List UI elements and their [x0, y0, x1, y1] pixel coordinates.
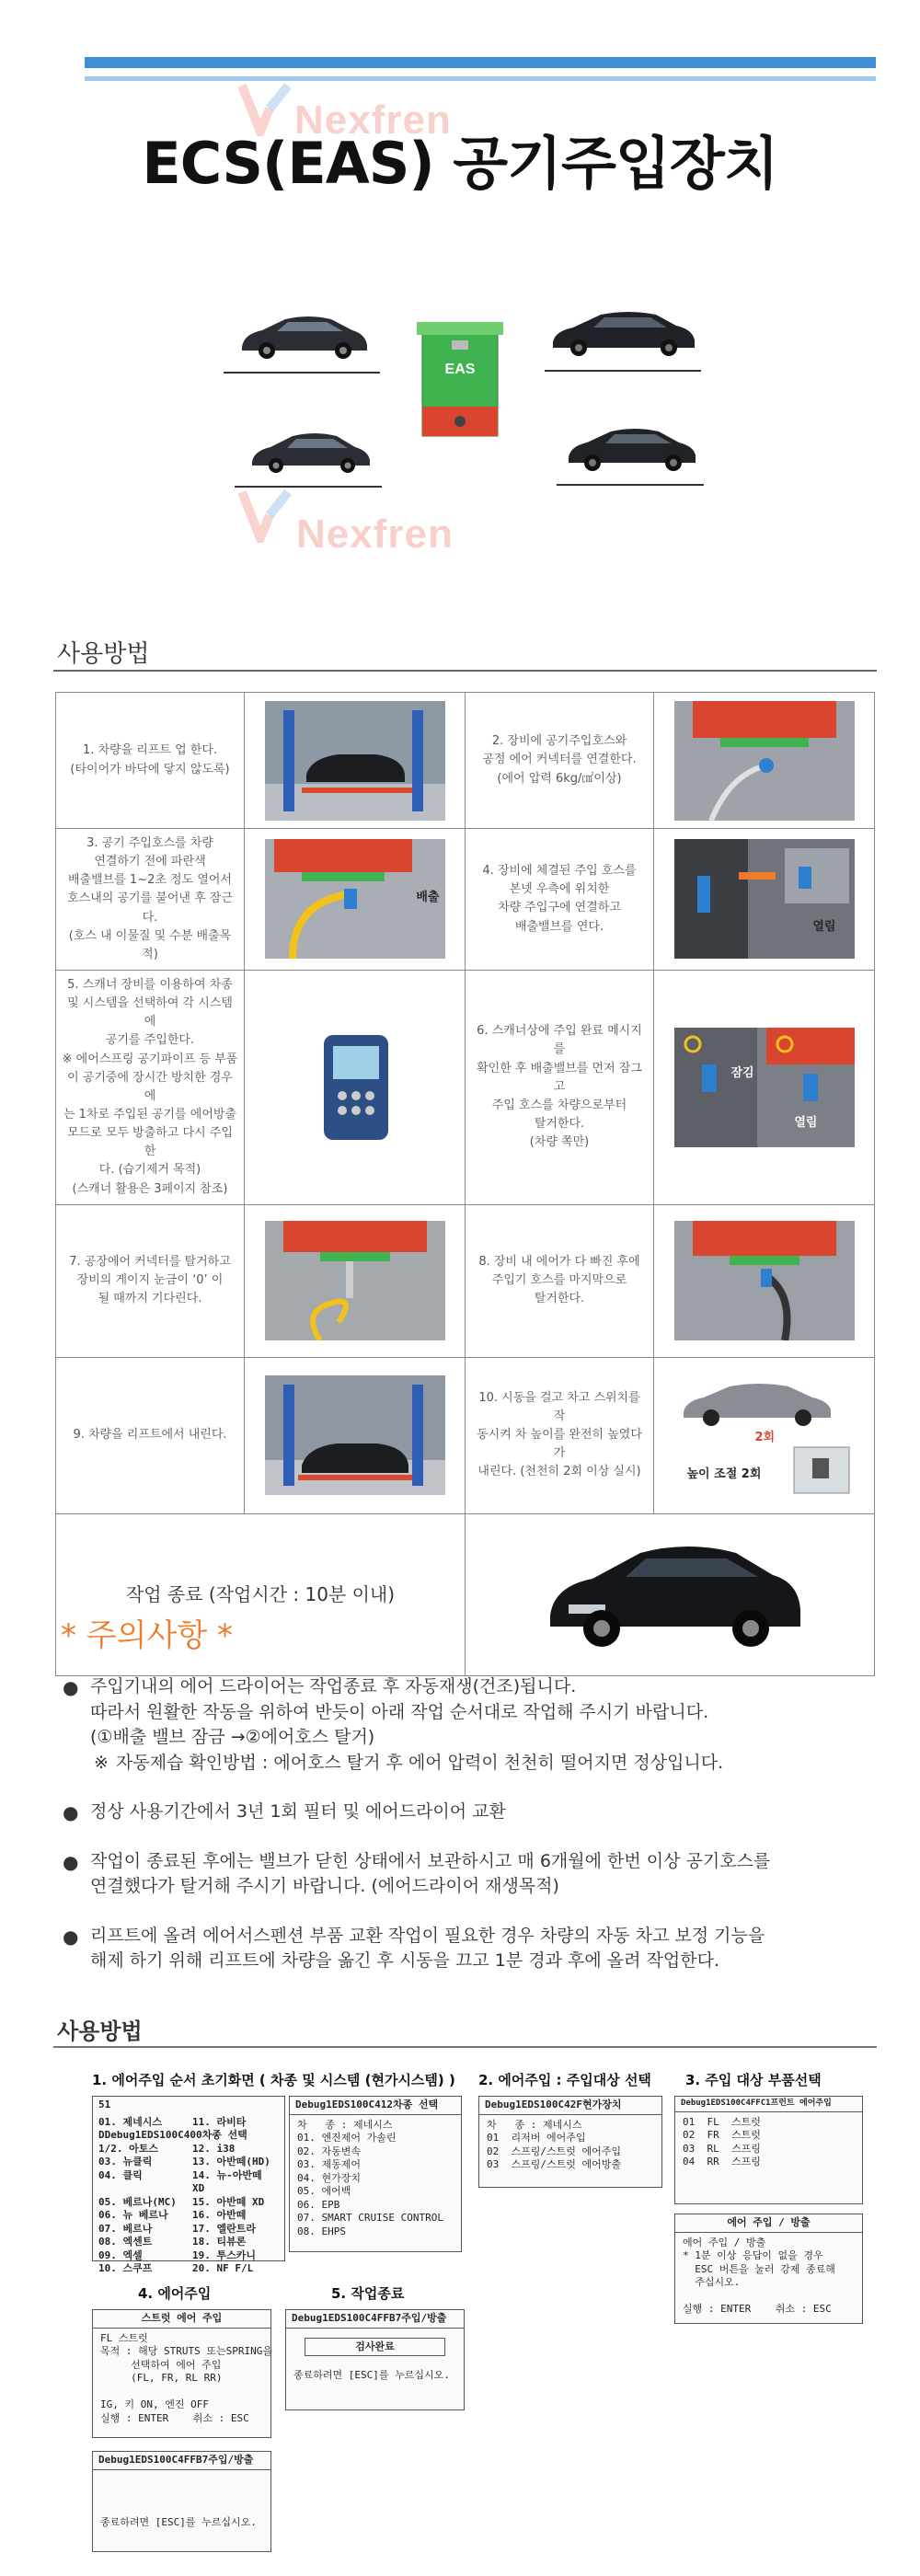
step-8-photo-cell — [654, 1204, 875, 1357]
screen-4-header: Debug1EDS100C4FFC1프런트 에어주입 — [675, 2097, 862, 2112]
vehicle-menu-item[interactable]: 12. i38 — [192, 2142, 236, 2155]
step-8-text — [466, 1204, 654, 1357]
step-10-label: 10. 시동을 걸고 차고 스위치를 작 동시켜 차 높이를 완전히 높였다가 내린다. (천천히 2회 이상 실시) — [477, 1390, 642, 1479]
final-photo-cell — [466, 1513, 875, 1675]
step-10-photo-cell — [654, 1357, 875, 1513]
caution-2-line-1: 정상 사용기간에서 3년 1회 필터 및 에어드라이어 교환 — [90, 1801, 506, 1823]
step-7-photo — [265, 1221, 445, 1340]
scanner-screen-complete — [285, 2309, 465, 2410]
eas-device-image — [417, 322, 503, 440]
step-2-photo-cell — [654, 693, 875, 829]
vehicle-menu-item[interactable]: 16. 아반떼 — [192, 2209, 247, 2222]
step-3-photo-label: 배출 — [416, 891, 440, 905]
step-1-text — [56, 693, 245, 829]
step-1-label: 1. 차량을 리프트 업 한다. (타이어가 바닥에 닿지 않도록) — [70, 743, 230, 776]
bullet-icon: ● — [63, 1801, 79, 1824]
steps-row — [56, 829, 875, 971]
step-2-photo — [674, 701, 855, 821]
svg-text:EAS: EAS — [444, 362, 476, 377]
step-10-photo-label-count: 2회 — [754, 1431, 776, 1445]
step-6-text — [466, 970, 654, 1204]
step-6-photo — [674, 1028, 855, 1147]
vehicle-menu-item[interactable]: 04. 클릭 — [98, 2168, 143, 2181]
caution-1-sub-text: 자동제습 확인방법 : 에어호스 탈거 후 에어 압력이 천천히 떨어지면 정상입니다. — [116, 1752, 724, 1773]
step-9-photo — [265, 1375, 445, 1495]
step-3-label: 3. 공기 주입호스를 차량 연결하기 전에 파란색 배출밸브를 1~2초 정도 열어서 호스내의 공기를 불어낸 후 잠근다. (호스 내 이물질 및 수분 배출목적) — [67, 836, 233, 961]
usage-steps-table — [55, 692, 875, 1676]
reference-mark-icon: ※ — [94, 1752, 109, 1773]
step-10-photo — [674, 1375, 855, 1495]
step-7-photo-cell — [245, 1204, 466, 1357]
step-4-text — [466, 829, 654, 971]
step-9-label: 9. 차량을 리프트에서 내린다. — [73, 1428, 227, 1443]
vehicle-menu-item[interactable]: 01. 제네시스 — [98, 2115, 162, 2128]
step-9-text — [56, 1357, 245, 1513]
step-3-photo-cell — [245, 829, 466, 971]
scanner-screen-strut-inject — [92, 2309, 271, 2438]
car-image-3 — [247, 425, 375, 478]
vehicle-menu-item[interactable]: 20. NF F/L — [192, 2262, 254, 2275]
step-7-text — [56, 1204, 245, 1357]
step-7-label: 7. 공장에어 커넥터를 탈거하고 장비의 게이지 눈금이 ‘0’ 이 될 때까지 기다린다. — [69, 1254, 231, 1306]
scanner-screen-vehicle-list — [92, 2096, 285, 2275]
watermark-logo-icon-2 — [237, 488, 302, 543]
bullet-icon: ● — [63, 1676, 79, 1698]
scanner-screen-inject-discharge — [674, 2214, 863, 2324]
bullet-icon: ● — [63, 1850, 79, 1873]
screen-5-header: 에어 주입 / 방출 — [675, 2214, 862, 2233]
watermark-text-top: Nexfren — [294, 98, 452, 143]
step-2-label: 2. 장비에 공기주입호스와 공정 에어 커넥터를 연결한다. (에어 압력 6kg/㎠이상) — [482, 734, 637, 786]
vehicle-menu-item[interactable]: 08. 엑센트 — [98, 2236, 153, 2248]
car-underline-4 — [557, 484, 704, 486]
header-bars — [85, 57, 876, 81]
vehicle-menu-item[interactable]: 19. 투스카니 — [192, 2248, 256, 2261]
step-1-photo — [265, 701, 445, 821]
vehicle-menu-item[interactable]: 1/2. 아토스 — [98, 2142, 158, 2155]
step-10-photo-label-height: 높이 조절 2회 — [686, 1467, 762, 1482]
screen-4-body: 01 FL 스트럿 02 FR 스트럿 03 RL 스프링 04 RR 스프링 — [683, 2115, 761, 2168]
guide-section-title: 사용방법 — [57, 2018, 143, 2044]
step-5-photo-cell — [245, 970, 466, 1204]
scanner-screen-target-select — [478, 2096, 662, 2188]
steps-row — [56, 693, 875, 829]
guide-step-3-title: 3. 주입 대상 부품선택 — [685, 2072, 822, 2088]
steps-row — [56, 1357, 875, 1513]
car-image-4 — [563, 419, 701, 476]
step-6-photo-cell — [654, 970, 875, 1204]
screen-2-body: 차 종 : 제네시스 01. 엔진제어 가솔린 02. 자동변속 03. 제동제어 04. 현가장치 05. 에어백 06. EPB 07. SMART CRUISE CONTROL 08. EHPS — [297, 2118, 443, 2237]
car-image-2 — [547, 304, 699, 361]
vehicle-menu-item[interactable]: 11. 라비타 — [192, 2115, 247, 2128]
header-bar-secondary — [85, 76, 876, 81]
screen-7-header: Debug1EDS100C4FFB7주입/방출 — [286, 2310, 464, 2329]
vehicle-menu-item[interactable]: 10. 스쿠프 — [98, 2262, 153, 2275]
screen-1-top-label: 51 — [98, 2099, 111, 2110]
guide-step-1-title: 1. 에어주입 순서 초기화면 ( 차종 및 시스템 (현가시스템) ) — [92, 2072, 455, 2088]
caution-3-line-2: 연결했다가 탈거해 주시기 바랍니다. (에어드라이어 재생목적) — [90, 1876, 559, 1897]
steps-row — [56, 970, 875, 1204]
car-underline-1 — [224, 372, 380, 374]
vehicle-menu-item[interactable]: 13. 아반떼(HD) — [192, 2156, 270, 2168]
step-5-photo — [265, 1028, 445, 1147]
final-car-photo — [532, 1525, 808, 1663]
caution-1-sub — [90, 1751, 870, 1777]
vehicle-menu-item[interactable]: DDebug1EDS100C400차종 선택 — [98, 2129, 247, 2142]
vehicle-menu-grid — [93, 2114, 284, 2278]
vehicle-menu-item[interactable]: 06. 뉴 베르나 — [98, 2209, 168, 2222]
guide-section-divider — [53, 2046, 877, 2048]
step-2-text — [466, 693, 654, 829]
usage-section-title: 사용방법 — [57, 640, 150, 668]
step-6-photo-label-closed: 잠김 — [730, 1065, 754, 1080]
scanner-screen-system-select — [289, 2096, 462, 2252]
screen-3-header: Debug1EDS100C42F현가장치 — [479, 2097, 661, 2115]
page-title: ECS(EAS) 공기주입장치 — [142, 130, 778, 197]
step-8-label: 8. 장비 내 에어가 다 빠진 후에 주입기 호스를 마지막으로 탈거한다. — [478, 1254, 640, 1306]
car-underline-2 — [545, 370, 701, 372]
bullet-icon: ● — [63, 1925, 79, 1948]
step-3-text — [56, 829, 245, 971]
step-8-photo — [674, 1221, 855, 1340]
vehicle-menu-item[interactable]: 05. 베르나(MC) — [98, 2195, 177, 2208]
step-4-photo — [674, 839, 855, 959]
step-5-text — [56, 970, 245, 1204]
caution-1-line-1: 주입기내의 에어 드라이어는 작업종료 후 자동재생(건조)됩니다. — [90, 1676, 577, 1696]
vehicle-menu-item[interactable]: 14. 뉴-아반떼 XD — [192, 2168, 262, 2195]
vehicle-menu-item[interactable]: 15. 아반떼 XD — [192, 2195, 265, 2208]
header-bar-primary — [85, 57, 876, 68]
guide-step-4-title: 4. 에어주입 — [138, 2285, 212, 2302]
step-4-photo-label: 열림 — [812, 920, 836, 935]
vehicle-menu-item[interactable]: 03. 뉴클릭 — [98, 2156, 153, 2168]
step-6-photo-label-open: 열림 — [794, 1115, 818, 1130]
step-10-text — [466, 1357, 654, 1513]
car-image-1 — [235, 306, 373, 363]
screen-6-header: 스트럿 에어 주입 — [93, 2310, 270, 2329]
vehicle-menu-item[interactable]: 17. 엘란트라 — [192, 2222, 256, 2235]
step-6-label: 6. 스캐너상에 주입 완료 메시지를 확인한 후 배출밸브를 먼저 잠그고 주입 호스를 차량으로부터 탈거한다. (차량 쪽만) — [477, 1024, 642, 1150]
caution-item-1 — [61, 1674, 870, 1776]
step-4-label: 4. 장비에 체결된 주입 호스를 본넷 우측에 위치한 차량 주입구에 연결하고 배출밸브를 연다. — [482, 864, 637, 934]
caution-item-2 — [61, 1800, 870, 1825]
scanner-screen-exit — [92, 2451, 271, 2552]
vehicle-menu-item[interactable]: 07. 베르나 — [98, 2222, 153, 2235]
screen-7-body: 종료하려면 [ESC]를 누르십시오. — [293, 2369, 450, 2382]
guide-step-5-title: 5. 작업종료 — [331, 2285, 405, 2302]
final-text: 작업 종료 (작업시간 : 10분 이내) — [125, 1582, 396, 1605]
caution-list — [61, 1674, 870, 1998]
screen-5-body: 에어 주입 / 방출 * 1분 이상 응답이 없을 경우 ESC 버튼을 눌러 강제 종료해 주십시오. 실행 : ENTER 취소 : ESC — [683, 2236, 835, 2316]
usage-section-divider — [53, 670, 877, 672]
screen-6-body: FL 스트럿 목적 : 해당 STRUTS 또는SPRING을 선택하여 에어 주입 (FL, FR, RL RR) IG, 키 ON, 엔진 OFF 실행 : ENTER 취소 : ESC — [100, 2331, 272, 2424]
screen-8-header: Debug1EDS100C4FFB7주입/방출 — [93, 2452, 270, 2470]
caution-1-line-3: (①배출 밸브 잠금 →②에어호스 탈거) — [90, 1727, 375, 1748]
vehicle-menu-item[interactable]: 18. 티뷰론 — [192, 2236, 247, 2248]
step-3-photo — [265, 839, 445, 959]
caution-3-line-1: 작업이 종료된 후에는 밸브가 닫힌 상태에서 보관하시고 매 6개월에 한번 이상 공기호스를 — [90, 1850, 771, 1871]
caution-4-line-2: 해제 하기 위해 리프트에 차량을 옮긴 후 시동을 끄고 1분 경과 후에 올려 작업한다. — [90, 1950, 719, 1972]
caution-title: * 주의사항 * — [61, 1617, 233, 1654]
step-4-photo-cell — [654, 829, 875, 971]
guide-step-2-title: 2. 에어주입 : 주입대상 선택 — [478, 2072, 651, 2088]
caution-item-4 — [61, 1924, 870, 1974]
caution-1-line-2: 따라서 원활한 작동을 위하여 반듯이 아래 작업 순서대로 작업해 주시기 바랍니다. — [90, 1701, 709, 1722]
scanner-screen-part-select — [674, 2096, 863, 2204]
screen-2-header: Debug1EDS100C412차종 선택 — [290, 2097, 461, 2115]
vehicle-menu-item[interactable]: 09. 엑셀 — [98, 2248, 143, 2261]
steps-row — [56, 1204, 875, 1357]
watermark-text-bottom: Nexfren — [296, 512, 454, 557]
caution-item-3 — [61, 1849, 870, 1900]
screen-7-status-box: 검사완료 — [305, 2338, 445, 2357]
screen-3-body: 차 종 : 제네시스 01 리저버 에어주입 02 스프링/스트럿 에어주입 03 스프링/스트럿 에어방출 — [487, 2118, 621, 2171]
step-1-photo-cell — [245, 693, 466, 829]
step-9-photo-cell — [245, 1357, 466, 1513]
screen-8-body: 종료하려면 [ESC]를 누르십시오. — [100, 2515, 257, 2528]
caution-4-line-1: 리프트에 올려 에어서스펜션 부품 교환 작업이 필요한 경우 차량의 자동 차고 보정 기능을 — [90, 1925, 765, 1946]
step-5-label: 5. 스캐너 장비를 이용하여 차종 및 시스템을 선택하여 각 시스템에 공기를 주입한다. ※ 에어스프링 공기파이프 등 부품 이 공기중에 장시간 방치한 경우에 는 1차로 주입된 공기를 에어방출 모드로 모두 방출하고 다시 주입한 다. (습기제거 목적) (스캐너 활용은 3페이지 참조) — [62, 977, 238, 1196]
